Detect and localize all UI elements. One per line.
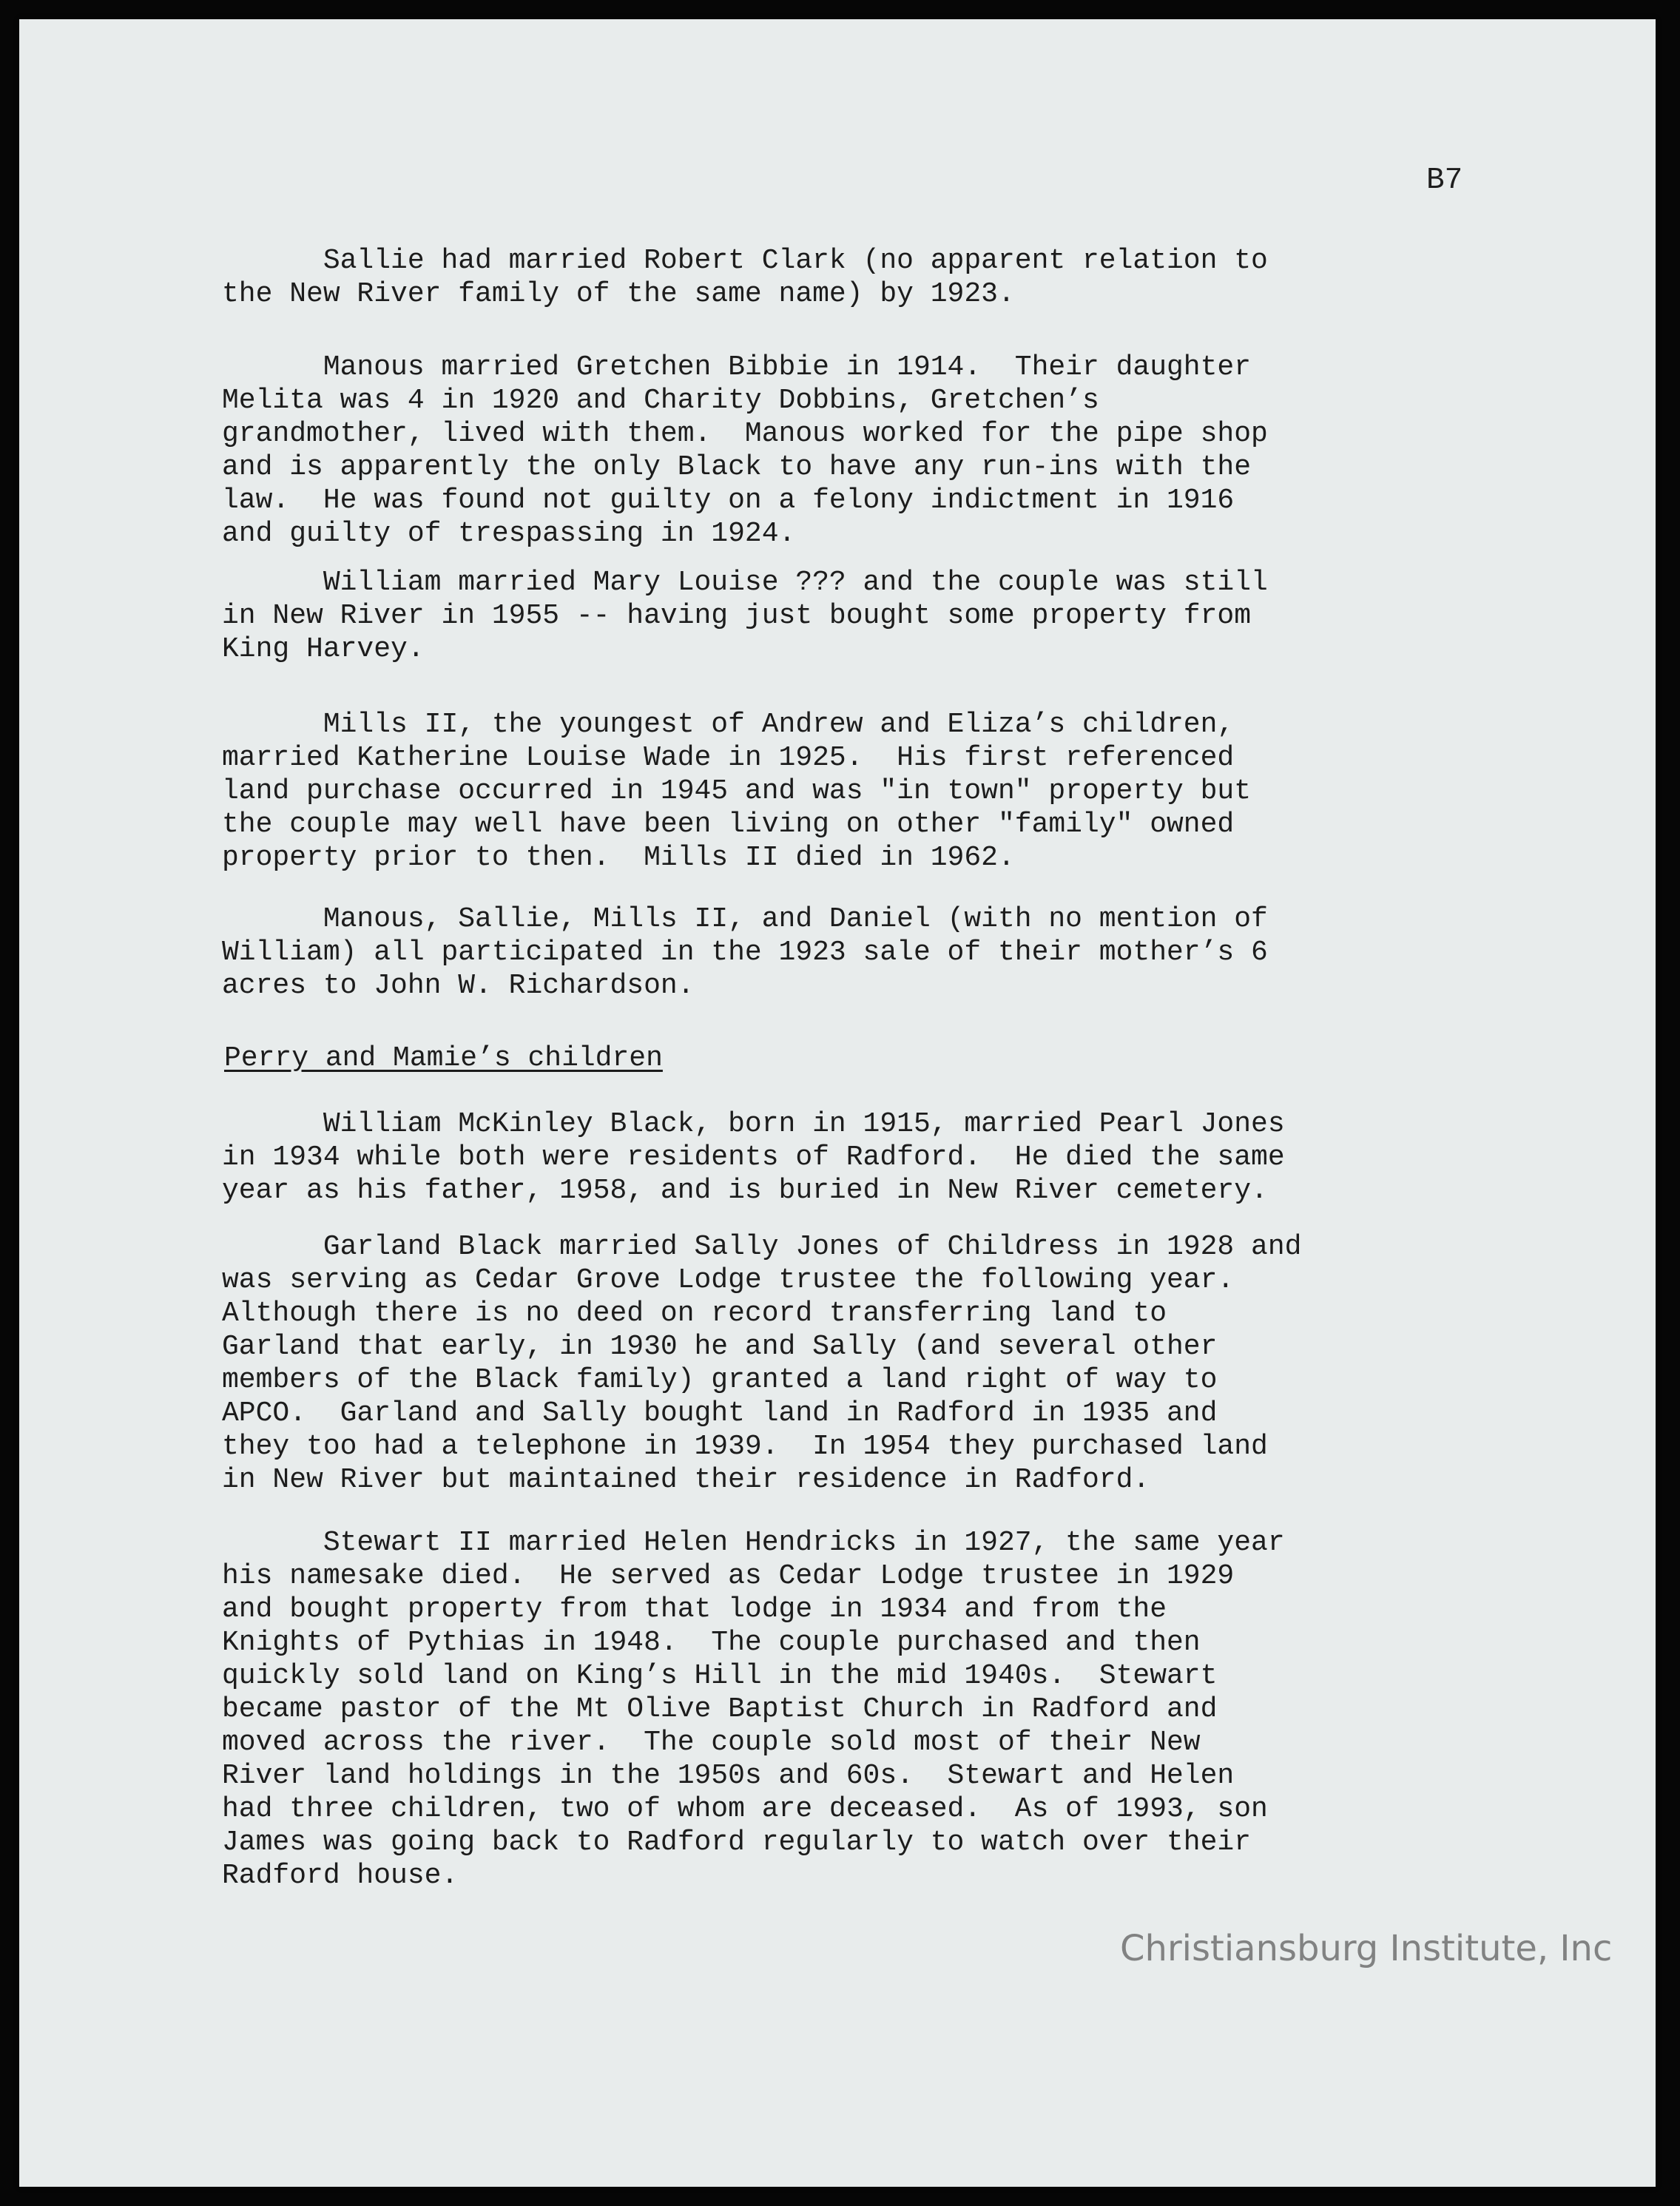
paragraph-stewart xyxy=(222,1526,1472,1892)
text-line: Manous married Gretchen Bibbie in 1914. Their daughter xyxy=(222,351,1252,383)
text-line: the couple may well have been living on other "family" owned xyxy=(222,809,1235,840)
text-line: River land holdings in the 1950s and 60s. Stewart and Helen xyxy=(222,1760,1235,1792)
text-line: in New River in 1955 -- having just bought some property from xyxy=(222,600,1252,632)
text-line: Radford house. xyxy=(222,1860,459,1892)
text-line: and bought property from that lodge in 1934 and from the xyxy=(222,1593,1167,1625)
paragraph-garland xyxy=(222,1230,1472,1497)
text-line: land purchase occurred in 1945 and was "in town" property but xyxy=(222,775,1252,807)
text-line: William married Mary Louise ??? and the couple was still xyxy=(222,567,1268,598)
text-line: Garland that early, in 1930 he and Sally (and several other xyxy=(222,1331,1218,1363)
watermark: Christiansburg Institute, Inc xyxy=(1120,1928,1613,1969)
text-line: law. He was found not guilty on a felony indictment in 1916 xyxy=(222,485,1235,516)
text-line: members of the Black family) granted a land right of way to xyxy=(222,1364,1218,1396)
text-line: James was going back to Radford regularly to watch over their xyxy=(222,1826,1252,1858)
text-line: had three children, two of whom are deceased. As of 1993, son xyxy=(222,1793,1268,1825)
text-line: Knights of Pythias in 1948. The couple purchased and then xyxy=(222,1627,1201,1659)
text-line: the New River family of the same name) by 1923. xyxy=(222,278,1015,310)
text-line: APCO. Garland and Sally bought land in Radford in 1935 and xyxy=(222,1397,1218,1429)
text-line: married Katherine Louise Wade in 1925. His first referenced xyxy=(222,742,1235,774)
text-line: Stewart II married Helen Hendricks in 1927, the same year xyxy=(222,1527,1285,1559)
text-line: Sallie had married Robert Clark (no apparent relation to xyxy=(222,245,1268,277)
text-line: in New River but maintained their residence in Radford. xyxy=(222,1464,1150,1496)
text-line: William McKinley Black, born in 1915, married Pearl Jones xyxy=(222,1108,1285,1140)
text-line: in 1934 while both were residents of Radford. He died the same xyxy=(222,1141,1285,1173)
text-line: and guilty of trespassing in 1924. xyxy=(222,518,796,550)
text-line: grandmother, lived with them. Manous worked for the pipe shop xyxy=(222,418,1268,450)
text-line: property prior to then. Mills II died in 1962. xyxy=(222,842,1015,874)
text-line: was serving as Cedar Grove Lodge trustee the following year. xyxy=(222,1264,1235,1296)
text-line: William) all participated in the 1923 sale of their mother’s 6 xyxy=(222,937,1268,968)
text-line: acres to John W. Richardson. xyxy=(222,970,695,1002)
paragraph-william xyxy=(222,566,1472,666)
page-number: B7 xyxy=(1426,163,1463,198)
text-line: they too had a telephone in 1939. In 1954 they purchased land xyxy=(222,1431,1268,1463)
text-line: Garland Black married Sally Jones of Childress in 1928 and xyxy=(222,1231,1302,1263)
text-line: Although there is no deed on record transferring land to xyxy=(222,1298,1167,1329)
text-line: King Harvey. xyxy=(222,633,425,665)
text-line: Mills II, the youngest of Andrew and Eliza’s children, xyxy=(222,709,1235,741)
text-line: became pastor of the Mt Olive Baptist Church in Radford and xyxy=(222,1693,1218,1725)
section-heading: Perry and Mamie’s children xyxy=(224,1042,663,1074)
paragraph-william-mckinley xyxy=(222,1107,1472,1207)
text-line: Melita was 4 in 1920 and Charity Dobbins, Gretchen’s xyxy=(222,385,1099,416)
text-line: and is apparently the only Black to have any run-ins with the xyxy=(222,451,1252,483)
text-line: quickly sold land on King’s Hill in the mid 1940s. Stewart xyxy=(222,1660,1218,1692)
text-line: moved across the river. The couple sold most of their New xyxy=(222,1727,1201,1758)
text-line: year as his father, 1958, and is buried in New River cemetery. xyxy=(222,1175,1268,1207)
paragraph-sallie xyxy=(222,244,1472,311)
paragraph-manous xyxy=(222,351,1472,550)
paragraph-mills xyxy=(222,708,1472,874)
text-line: Manous, Sallie, Mills II, and Daniel (with no mention of xyxy=(222,903,1268,935)
text-line: his namesake died. He served as Cedar Lodge trustee in 1929 xyxy=(222,1560,1235,1592)
paragraph-sale xyxy=(222,903,1472,1002)
